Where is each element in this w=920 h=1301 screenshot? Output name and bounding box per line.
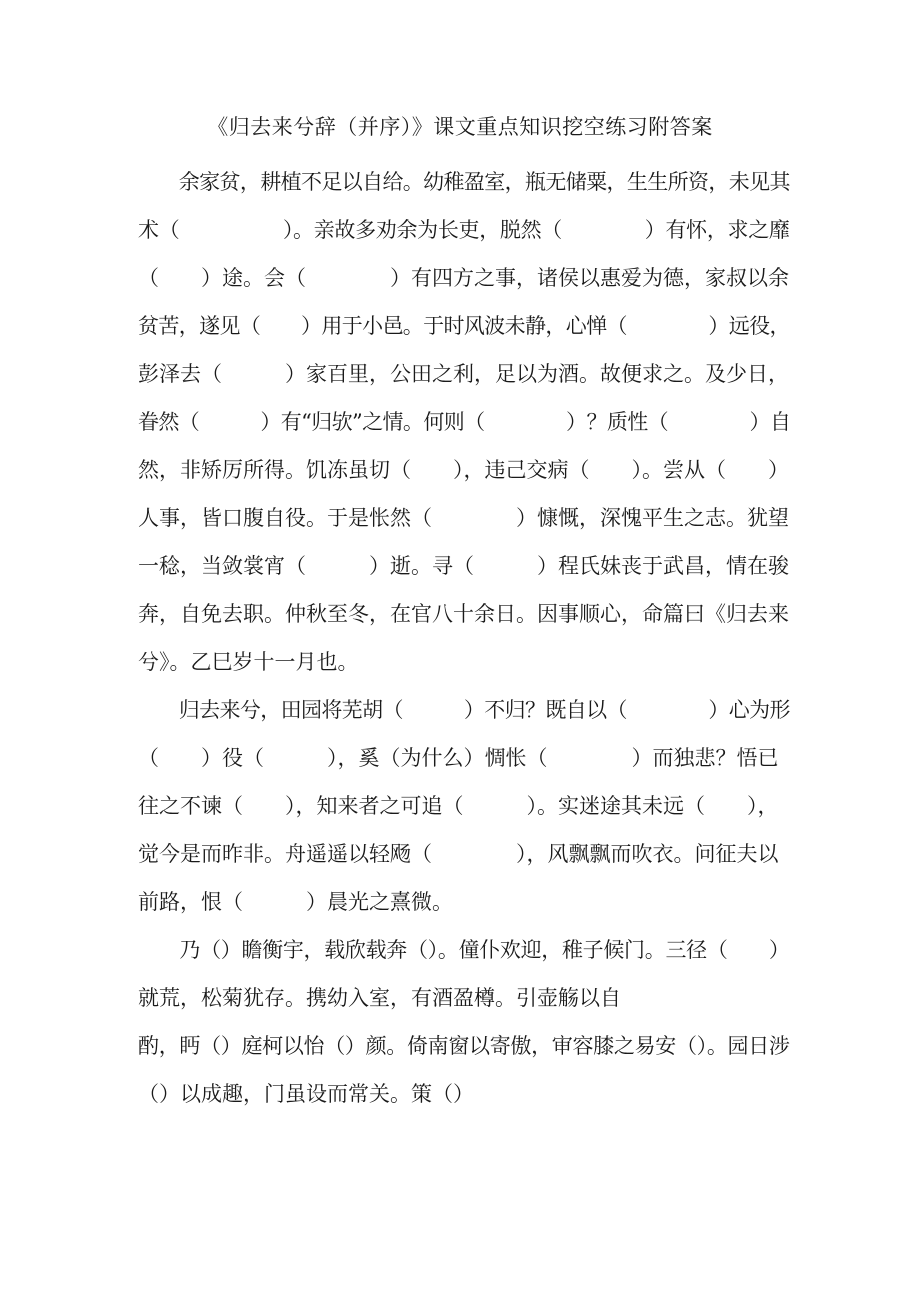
text-line: 乃（）瞻衡宇，载欣载奔（）。僮仆欢迎，稚子候门。三径（ ） [138,938,790,962]
text-line: 奔，自免去职。仲秋至冬，在官八十余日。因事顺心，命篇曰《归去来 [138,602,789,626]
text-line: 兮》。乙巳岁十一月也。 [138,650,359,674]
text-line: （ ）途。会（ ）有四方之事，诸侯以惠爱为德，家叔以余 [138,266,789,290]
document-title: 《归去来兮辞（并序）》课文重点知识挖空练习附答案 [207,115,713,139]
text-line: （ ）役（ ），奚（为什么）惆怅（ ）而独悲？悟已 [138,746,779,770]
text-line: 彭泽去（ ）家百里，公田之利，足以为酒。故便求之。及少日， [138,362,789,386]
text-line: 觉今是而昨非。舟遥遥以轻飏（ ），风飘飘而吹衣。问征夫以 [138,842,779,866]
text-line: 酌，眄（）庭柯以怡（）颜。倚南窗以寄傲，审容膝之易安（）。园日涉 [138,1034,790,1058]
text-line: 一稔，当敛裳宵（ ）逝。寻（ ）程氏妹丧于武昌，情在骏 [138,554,789,578]
text-line: 往之不谏（ ），知来者之可追（ ）。实迷途其未远（ ）， [138,794,779,818]
text-line: （）以成趣，门虽设而常关。策（） [138,1082,474,1106]
text-line: 贫苦，遂见（ ）用于小邑。于时风波未静，心惮（ ）远役， [138,314,790,338]
text-line: 就荒，松菊犹存。携幼入室，有酒盈樽。引壶觞以自 [138,986,621,1010]
text-line: 归去来兮，田园将芜胡（ ）不归？既自以（ ）心为形 [138,698,790,722]
text-line: 术（ ）。亲故多劝余为长吏，脱然（ ）有怀，求之靡 [138,218,790,242]
text-line: 然，非矫厉所得。饥冻虽切（ ），违己交病（ ）。尝从（ ） [138,458,789,482]
text-line: 眷然（ ）有“归欤”之情。何则（ ）？质性（ ）自 [138,410,791,434]
text-line: 余家贫，耕植不足以自给。幼稚盈室，瓶无储粟，生生所资，未见其 [138,170,790,194]
text-line: 人事，皆口腹自役。于是怅然（ ）慷慨，深愧平生之志。犹望 [138,506,789,530]
text-line: 前路，恨（ ）晨光之熹微。 [138,890,453,914]
